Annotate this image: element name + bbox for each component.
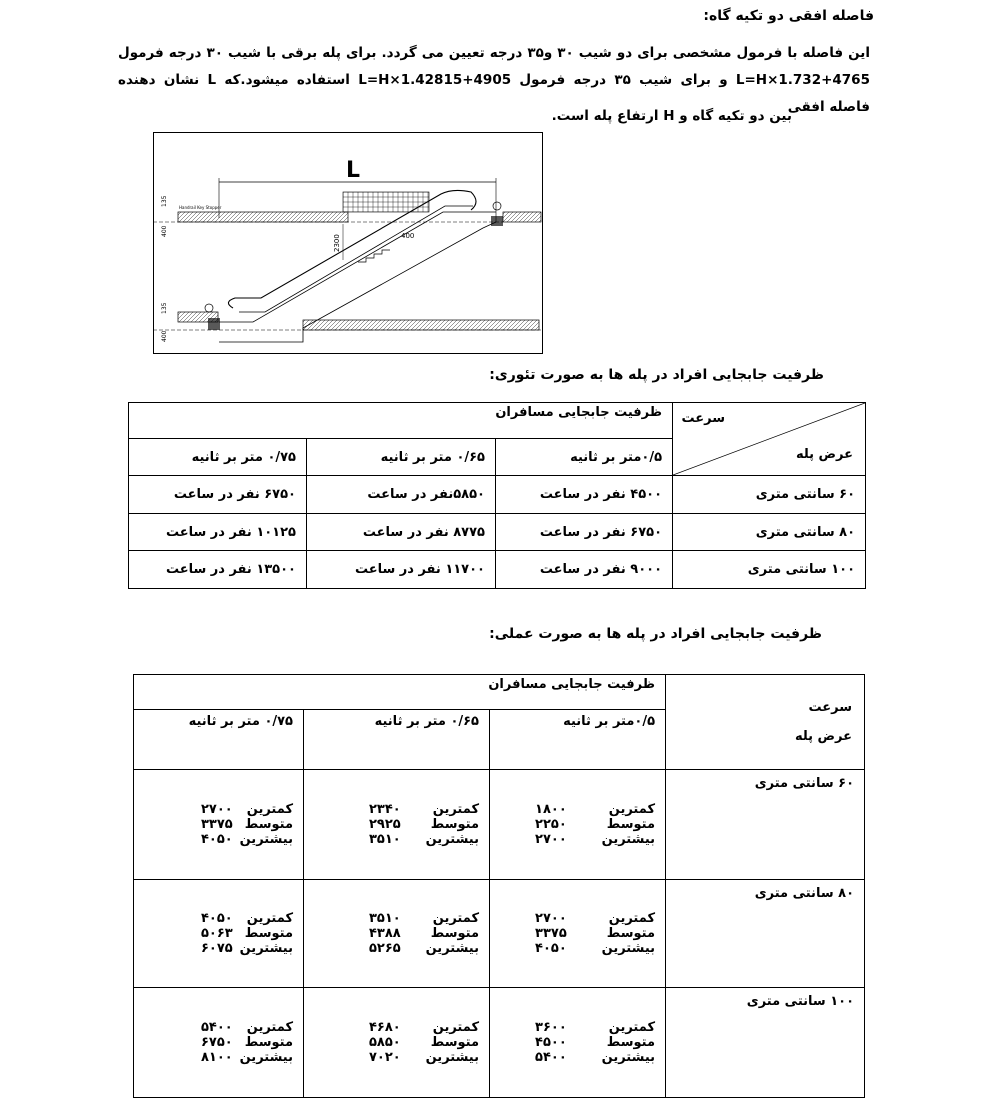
dim-135-upper: 135 [161,195,168,207]
speed-header-075: ۰/۷۵ متر بر ثانیه [134,710,304,770]
table-cell: ۹۰۰۰ نفر در ساعت [496,551,673,589]
width-label: عرض پله [795,447,854,462]
level-label: متوسط [606,1035,656,1050]
small-note: Handrail Key Stopper [179,205,222,210]
level-label: کمترین [432,802,479,817]
speed-header-065: ۰/۶۵ متر بر ثانیه [304,710,490,770]
row-header: ۶۰ سانتی متری [666,770,865,880]
upper-floor-slab [178,212,348,222]
dim-400-upper: 400 [161,225,168,237]
table-cell: ۱۰۱۲۵ نفر در ساعت [129,514,307,551]
dim-400-lower: 400 [161,330,168,342]
level-label: متوسط [606,817,656,832]
value: ۴۳۸۸ [369,926,401,941]
level-label: متوسط [430,817,479,832]
value: ۲۲۵۰ [535,817,567,832]
level-label: کمترین [432,911,479,926]
table-cell [134,988,304,1098]
table-cell: ۸۷۷۵ نفر در ساعت [307,514,496,551]
theory-capacity-table [128,402,866,589]
level-label: کمترین [608,802,656,817]
corner-header [666,675,865,770]
speed-header-05: ۰/۵متر بر ثانیه [496,439,673,476]
row-header: ۱۰۰ سانتی متری [673,551,866,589]
value: ۳۵۱۰ [369,832,401,847]
table-cell: ۱۳۵۰۰ نفر در ساعت [129,551,307,589]
label-L: L [346,158,361,183]
corner-header [673,403,866,476]
value: ۵۰۶۳ [201,926,233,941]
value: ۴۰۵۰ [201,832,233,847]
level-label: بیشترین [601,1050,656,1065]
formula-paragraph: این فاصله با فرمول مشخصی برای دو شیب ۳۰ و۳۵ درجه تعیین می گردد. برای پله برقی با شیب ۳۰ درجه فرمول L=H×1.732+4765 و برای شیب ۳۵ درجه فرمول L=H×1.42815+4905 استفاده میشود.که L نشان دهنده فاصله افقی [118,45,870,115]
table-cell: ۱۱۷۰۰ نفر در ساعت [307,551,496,589]
value: ۲۷۰۰ [535,911,567,926]
width-label: عرض پله [794,729,853,744]
table-cell: ۴۵۰۰ نفر در ساعت [496,476,673,514]
value: ۲۳۴۰ [369,802,401,817]
table-cell: ۵۸۵۰نفر در ساعت [307,476,496,514]
value: ۷۰۲۰ [369,1050,401,1065]
practical-table-heading: ظرفیت جابجایی افراد در پله ها به صورت عملی: [489,626,822,642]
level-label: کمترین [246,911,293,926]
value: ۳۳۷۵ [535,926,567,941]
level-label: کمترین [608,1020,656,1035]
row-header: ۸۰ سانتی متری [673,514,866,551]
level-label: متوسط [430,1035,479,1050]
level-label: بیشترین [425,832,479,847]
level-label: بیشترین [239,1050,293,1065]
value: ۵۲۶۵ [369,941,401,956]
step-height-label: 400 [401,232,415,240]
value: ۶۷۵۰ [201,1035,233,1050]
table-cell [134,770,304,880]
value: ۵۴۰۰ [535,1050,567,1065]
level-label: بیشترین [239,941,293,956]
speed-label: سرعت [808,700,853,715]
value: ۳۳۷۵ [201,817,233,832]
value: ۴۵۰۰ [535,1035,567,1050]
dim-135-lower: 135 [161,302,168,314]
value: ۲۷۰۰ [535,832,567,847]
value: ۵۸۵۰ [369,1035,401,1050]
table-cell [490,880,666,988]
table-cell: ۶۷۵۰ نفر در ساعت [129,476,307,514]
table-cell [304,770,490,880]
table-cell [490,770,666,880]
practical-capacity-table [133,674,865,1098]
dim-2300-label: 2300 [333,234,341,252]
value: ۴۶۸۰ [369,1020,401,1035]
speed-header-05: ۰/۵متر بر ثانیه [490,710,666,770]
level-label: کمترین [246,802,293,817]
level-label: کمترین [608,911,656,926]
value: ۲۹۲۵ [369,817,401,832]
value: ۵۴۰۰ [201,1020,233,1035]
formula-paragraph-end: بین دو تکیه گاه و H ارتفاع پله است. [551,108,792,124]
row-header: ۱۰۰ سانتی متری [666,988,865,1098]
value: ۸۱۰۰ [201,1050,233,1065]
level-label: متوسط [244,926,293,941]
escalator-diagram [153,132,543,354]
level-label: بیشترین [601,832,656,847]
value: ۶۰۷۵ [201,941,233,956]
table-cell [134,880,304,988]
table-cell: ۶۷۵۰ نفر در ساعت [496,514,673,551]
value: ۴۰۵۰ [535,941,567,956]
level-label: متوسط [244,817,293,832]
value: ۲۷۰۰ [201,802,233,817]
level-label: بیشترین [601,941,656,956]
speed-header-075: ۰/۷۵ متر بر ثانیه [129,439,307,476]
capacity-header: ظرفیت جابجایی مسافران [134,675,666,710]
value: ۳۵۱۰ [369,911,401,926]
value: ۱۸۰۰ [535,802,567,817]
theory-table-heading: ظرفیت جابجایی افراد در پله ها به صورت تئوری: [489,367,824,383]
level-label: بیشترین [239,832,293,847]
row-header: ۶۰ سانتی متری [673,476,866,514]
level-label: کمترین [246,1020,293,1035]
value: ۴۰۵۰ [201,911,233,926]
level-label: بیشترین [425,1050,479,1065]
section-title: فاصله افقی دو تکیه گاه: [703,8,874,24]
level-label: متوسط [606,926,656,941]
level-label: بیشترین [425,941,479,956]
row-header: ۸۰ سانتی متری [666,880,865,988]
level-label: متوسط [430,926,479,941]
level-label: کمترین [432,1020,479,1035]
speed-label: سرعت [681,411,726,426]
level-label: متوسط [244,1035,293,1050]
value: ۳۶۰۰ [535,1020,567,1035]
table-cell [304,880,490,988]
table-cell [490,988,666,1098]
capacity-header: ظرفیت جابجایی مسافران [129,403,673,439]
table-cell [304,988,490,1098]
speed-header-065: ۰/۶۵ متر بر ثانیه [307,439,496,476]
